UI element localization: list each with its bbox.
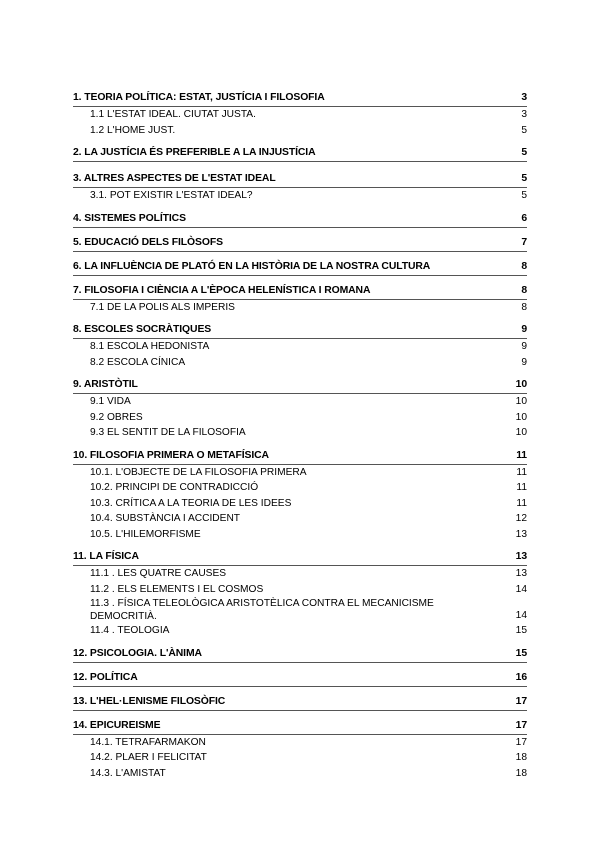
toc-subentry-title: 10.3. CRÍTICA A LA TEORIA DE LES IDEES (90, 497, 292, 509)
toc-entry-7[interactable] (73, 283, 527, 300)
toc-subentry-11-1[interactable] (73, 566, 527, 582)
toc-entry-14[interactable] (73, 718, 527, 735)
toc-subentry-title: 7.1 DE LA POLIS ALS IMPERIS (90, 301, 235, 313)
toc-entry-title: 8. ESCOLES SOCRÀTIQUES (73, 324, 212, 335)
toc-subentry-title: 10.1. L'OBJECTE DE LA FILOSOFIA PRIMERA (90, 466, 307, 478)
toc-subentry-14-1[interactable] (73, 735, 527, 751)
toc-entry-page: 5 (521, 173, 527, 184)
toc-subentry-page: 13 (515, 568, 527, 579)
toc-subentry-page: 18 (515, 752, 527, 763)
toc-entry-6[interactable] (73, 259, 527, 276)
toc-subentry-page: 10 (515, 411, 527, 423)
toc-entry-page: 5 (521, 147, 527, 158)
toc-entry-page: 11 (516, 449, 527, 461)
toc-subentry-title: 14.1. TETRAFARMAKON (90, 736, 206, 748)
toc-entry-page: 7 (521, 236, 527, 248)
toc-subentry-7-1[interactable] (73, 300, 527, 316)
toc-subentry-page: 14 (515, 583, 527, 595)
toc-entry-13[interactable] (73, 694, 527, 711)
toc-subentry-page: 15 (515, 625, 527, 636)
toc-subentry-page: 5 (521, 190, 527, 201)
toc-subentry-14-2[interactable] (73, 750, 527, 766)
toc-subentry-title: 9.1 VIDA (90, 396, 131, 407)
toc-subentry-title: 11.2 . ELS ELEMENTS I EL COSMOS (90, 583, 264, 595)
toc-subentry-page: 9 (521, 356, 527, 368)
toc-entry-page: 10 (515, 379, 527, 390)
toc-subentry-title: 14.2. PLAER I FELICITAT (90, 752, 207, 763)
toc-entry-title: 2. LA JUSTÍCIA ÉS PREFERIBLE A LA INJUSTÍCIA (73, 147, 316, 158)
toc-entry-9[interactable] (73, 377, 527, 394)
toc-entry-page: 6 (521, 212, 527, 224)
toc-subentry-page: 14 (515, 609, 527, 621)
toc-entry-12[interactable] (73, 646, 527, 663)
toc-subentry-page: 8 (521, 301, 527, 313)
toc-entry-page: 15 (515, 647, 527, 659)
toc-subentry-title: 9.2 OBRES (90, 411, 143, 423)
toc-subentry-10-1[interactable] (73, 465, 527, 481)
toc-entry-title: 4. SISTEMES POLÍTICS (73, 212, 186, 224)
toc-subentry-title: 1.2 L'HOME JUST. (90, 124, 176, 136)
toc-entry-title: 9. ARISTÒTIL (73, 379, 138, 390)
toc-subentry-9-3[interactable] (73, 425, 527, 441)
toc-subentry-title: 8.2 ESCOLA CÍNICA (90, 356, 186, 368)
toc-entry-4[interactable] (73, 211, 527, 228)
toc-subentry-1-2[interactable] (73, 123, 527, 139)
toc-entry-11[interactable] (73, 549, 527, 566)
toc-subentry-page: 10 (515, 396, 527, 407)
toc-subentry-page: 11 (516, 466, 527, 478)
toc-subentry-title: 1.1 L'ESTAT IDEAL. CIUTAT JUSTA. (90, 109, 256, 120)
toc-entry-5[interactable] (73, 235, 527, 252)
toc-entry-12b[interactable] (73, 670, 527, 687)
toc-subentry-10-5[interactable] (73, 527, 527, 543)
toc-subentry-title: 8.1 ESCOLA HEDONISTA (90, 341, 210, 352)
toc-subentry-1-1[interactable] (73, 107, 527, 123)
toc-entry-page: 3 (521, 92, 527, 103)
toc-subentry-10-3[interactable] (73, 496, 527, 512)
toc-entry-title: 12. POLÍTICA (73, 671, 138, 683)
toc-subentry-11-3[interactable] (73, 597, 527, 623)
toc-subentry-14-3[interactable] (73, 766, 527, 782)
toc-entry-title: 5. EDUCACIÓ DELS FILÒSOFS (73, 236, 223, 248)
toc-entry-page: 13 (515, 551, 527, 562)
toc-entry-page: 8 (521, 284, 527, 296)
toc-subentry-9-1[interactable] (73, 394, 527, 410)
toc-subentry-page: 5 (521, 124, 527, 136)
toc-subentry-title: 10.4. SUBSTÀNCIA I ACCIDENT (90, 513, 241, 524)
toc-subentry-title: 11.3 . FÍSICA TELEOLÒGICA ARISTOTÈLICA CONTRA EL MECANICISME DEMOCRITIÀ. (90, 598, 434, 622)
toc-entry-page: 17 (515, 695, 527, 707)
toc-subentry-title: 11.1 . LES QUATRE CAUSES (90, 568, 227, 579)
toc-subentry-11-4[interactable] (73, 623, 527, 639)
toc-entry-title: 7. FILOSOFIA I CIÈNCIA A L'ÈPOCA HELENÍSTICA I ROMANA (73, 284, 371, 296)
toc-subentry-page: 11 (516, 482, 527, 493)
toc-subentry-9-2[interactable] (73, 410, 527, 426)
toc-subentry-title: 10.2. PRINCIPI DE CONTRADICCIÓ (90, 482, 259, 493)
toc-entry-title: 1. TEORIA POLÍTICA: ESTAT, JUSTÍCIA I FILOSOFIA (73, 92, 325, 103)
toc-subentry-10-4[interactable] (73, 511, 527, 527)
toc-entry-title: 13. L'HEL·LENISME FILOSÒFIC (73, 695, 226, 707)
toc-entry-2[interactable] (73, 145, 527, 162)
toc-subentry-page: 17 (515, 736, 527, 748)
toc-subentry-page: 3 (521, 109, 527, 120)
toc-entry-page: 17 (515, 719, 527, 731)
toc-subentry-page: 18 (515, 767, 527, 779)
toc-subentry-8-2[interactable] (73, 355, 527, 371)
toc-subentry-page: 12 (515, 513, 527, 524)
table-of-contents (73, 90, 527, 781)
toc-entry-page: 9 (521, 324, 527, 335)
toc-subentry-title: 11.4 . TEOLOGIA (90, 625, 170, 636)
toc-entry-page: 8 (521, 260, 527, 272)
toc-entry-1[interactable] (73, 90, 527, 107)
toc-entry-title: 14. EPICUREISME (73, 719, 161, 731)
toc-subentry-page: 9 (521, 341, 527, 352)
toc-entry-title: 11. LA FÍSICA (73, 551, 139, 562)
toc-subentry-page: 11 (516, 497, 527, 509)
toc-subentry-3-1[interactable] (73, 188, 527, 204)
toc-entry-title: 12. PSICOLOGIA. L'ÀNIMA (73, 647, 202, 659)
toc-entry-title: 10. FILOSOFIA PRIMERA O METAFÍSICA (73, 449, 269, 461)
toc-subentry-10-2[interactable] (73, 480, 527, 496)
toc-entry-title: 3. ALTRES ASPECTES DE L'ESTAT IDEAL (73, 173, 276, 184)
toc-entry-3[interactable] (73, 171, 527, 188)
toc-subentry-title: 14.3. L'AMISTAT (90, 767, 166, 779)
toc-entry-10[interactable] (73, 448, 527, 465)
toc-entry-page: 16 (515, 671, 527, 683)
toc-subentry-title: 10.5. L'HILEMORFISME (90, 528, 201, 540)
toc-entry-title: 6. LA INFLUÈNCIA DE PLATÓ EN LA HISTÒRIA DE LA NOSTRA CULTURA (73, 260, 431, 272)
toc-subentry-title: 9.3 EL SENTIT DE LA FILOSOFIA (90, 427, 246, 438)
toc-subentry-page: 13 (515, 528, 527, 540)
toc-subentry-title: 3.1. POT EXISTIR L'ESTAT IDEAL? (90, 190, 253, 201)
toc-subentry-page: 10 (515, 427, 527, 438)
toc-subentry-8-1[interactable] (73, 339, 527, 355)
toc-subentry-11-2[interactable] (73, 582, 527, 598)
toc-entry-8[interactable] (73, 322, 527, 339)
